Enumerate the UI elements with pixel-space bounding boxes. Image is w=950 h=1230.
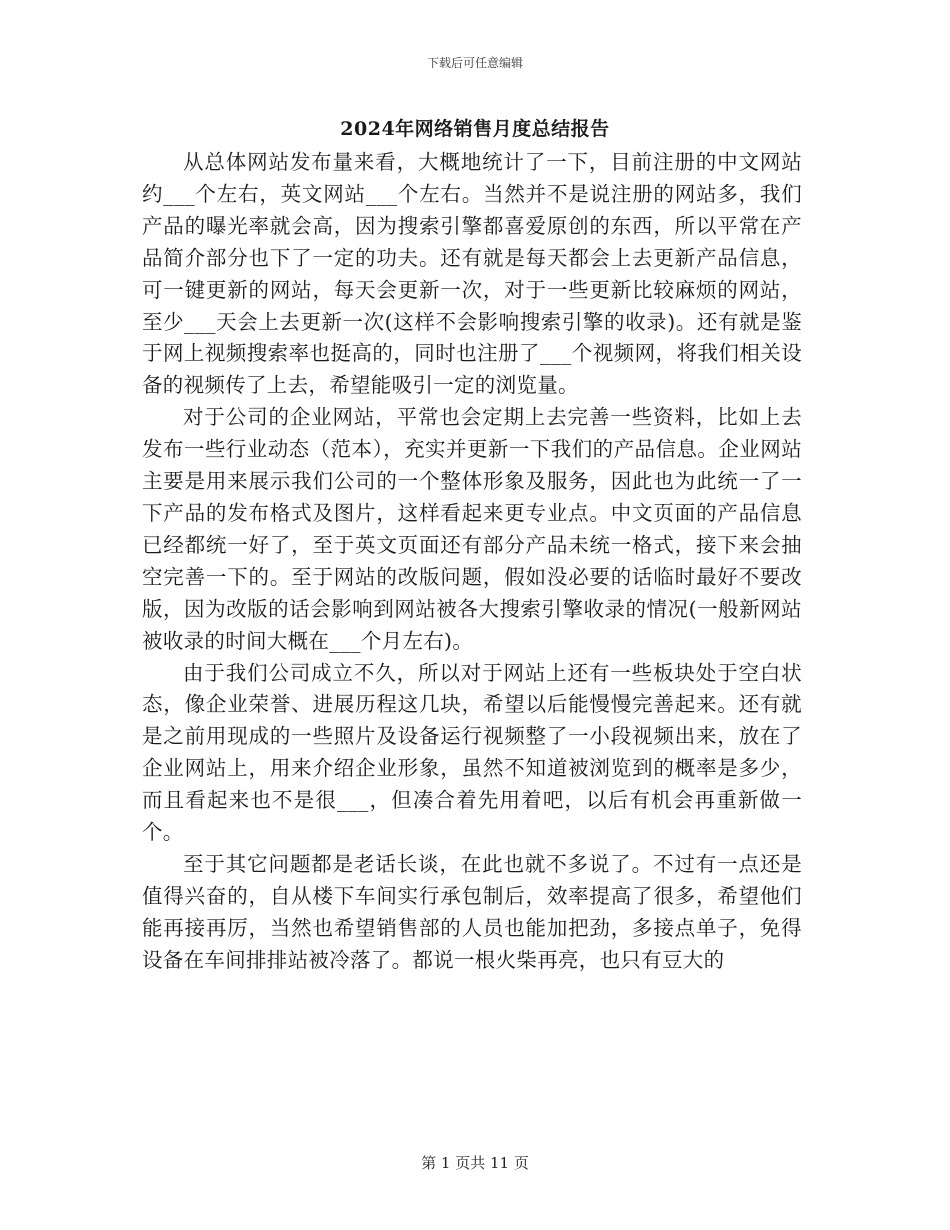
header-note: 下载后可任意编辑 — [426, 56, 523, 70]
document-body — [142, 147, 802, 977]
paragraph-1: 从总体网站发布量来看，大概地统计了一下，目前注册的中文网站约___个左右，英文网站___个左右。当然并不是说注册的网站多，我们产品的曝光率就会高，因为搜索引擎都喜爱原创的东西，所以平常在产品简介部分也下了一定的功夫。还有就是每天都会上去更新产品信息，可一键更新的网站，每天会更新一次，对于一些更新比较麻烦的网站，至少___天会上去更新一次(这样不会影响搜索引擎的收录)。还有就是鉴于网上视频搜索率也挺高的，同时也注册了___个视频网，将我们相关设备的视频传了上去，希望能吸引一定的浏览量。 — [142, 150, 802, 398]
document-title: 2024年网络销售月度总结报告 — [340, 118, 610, 140]
paragraph-2: 对于公司的企业网站，平常也会定期上去完善一些资料，比如上去发布一些行业动态（范本），充实并更新一下我们的产品信息。企业网站主要是用来展示我们公司的一个整体形象及服务，因此也为此统一了一下产品的发布格式及图片，这样看起来更专业点。中文页面的产品信息已经都统一好了，至于英文页面还有部分产品未统一格式，接下来会抽空完善一下的。至于网站的改版问题，假如没必要的话临时最好不要改版，因为改版的话会影响到网站被各大搜索引擎收录的情况(一般新网站被收录的时间大概在___个月左右)。 — [142, 405, 802, 653]
page-number: 第 1 页共 11 页 — [421, 1154, 529, 1172]
paragraph-3: 由于我们公司成立不久，所以对于网站上还有一些板块处于空白状态，像企业荣誉、进展历程这几块，希望以后能慢慢完善起来。还有就是之前用现成的一些照片及设备运行视频整了一小段视频出来，放在了企业网站上，用来介绍企业形象，虽然不知道被浏览到的概率是多少，而且看起来也不是很___，但凑合着先用着吧，以后有机会再重新做一个。 — [142, 660, 802, 845]
paragraph-4: 至于其它问题都是老话长谈，在此也就不多说了。不过有一点还是值得兴奋的，自从楼下车间实行承包制后，效率提高了很多，希望他们能再接再厉，当然也希望销售部的人员也能加把劲，多接点单子，免得设备在车间排排站被冷落了。都说一根火柴再亮，也只有豆大的 — [142, 851, 802, 972]
